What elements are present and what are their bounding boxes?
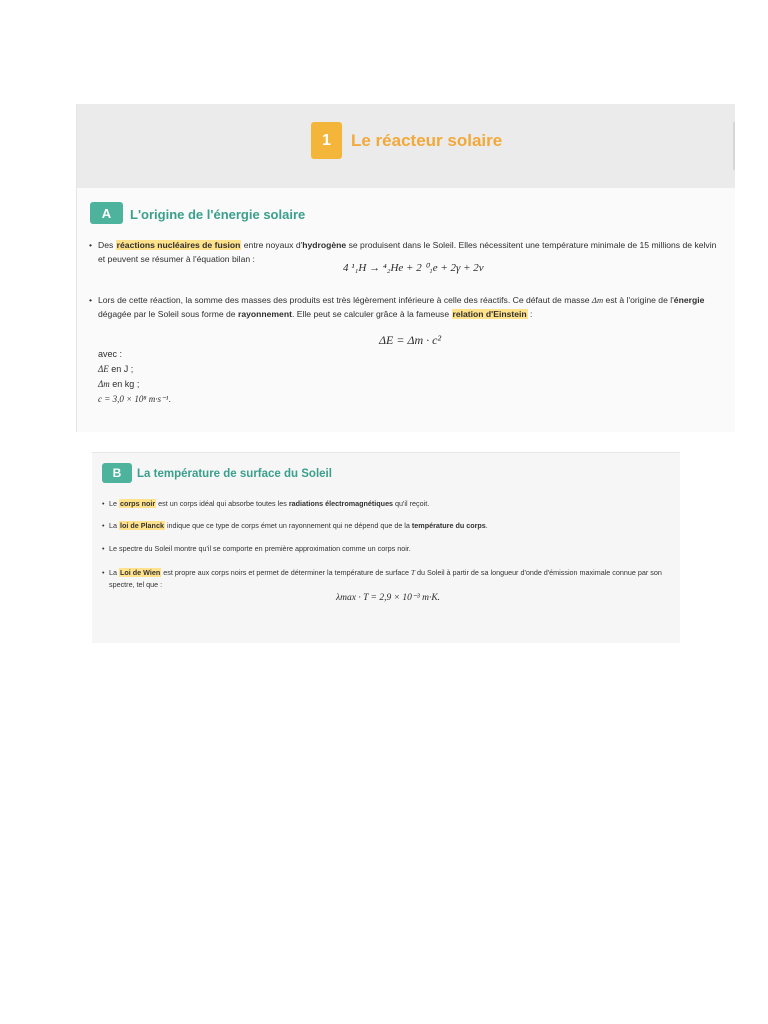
subsection-a-badge: A <box>90 202 123 224</box>
highlight-einstein: relation d'Einstein <box>452 309 527 319</box>
math-delta-e: ΔE <box>98 364 109 374</box>
text: du Soleil à partir de sa longueur d'onde d'émission maximale connue par son spectre, tel que : <box>109 568 662 589</box>
bold-radiations: radiations électromagnétiques <box>288 499 394 508</box>
bullet-dot: • <box>89 240 93 250</box>
bullet-dot: • <box>102 544 105 553</box>
highlight-corps-noir: corps noir <box>120 499 156 508</box>
header-edge-divider <box>733 122 735 170</box>
text: La <box>109 568 119 577</box>
unit-speed-of-light <box>98 392 171 407</box>
text: qu'il reçoit. <box>393 499 430 508</box>
subsection-b-badge: B <box>102 463 132 483</box>
text: . <box>485 521 488 530</box>
text: Le spectre du Soleil montre qu'il se comporte en première approximation comme un corps noir. <box>109 544 411 553</box>
text: indique que ce type de corps émet un rayonnement qui ne dépend que de la <box>164 521 412 530</box>
unit-energy <box>98 362 171 377</box>
equation-fusion: 4 ¹₁H → ⁴₂He + 2 ⁰₁e + 2γ + 2ν <box>343 262 484 274</box>
units-block <box>98 347 171 407</box>
text: en J ; <box>108 364 134 374</box>
text: : <box>527 309 533 319</box>
bold-energie: énergie <box>673 295 705 305</box>
bold-hydrogene: hydrogène <box>302 240 347 250</box>
subsection-b-title: La température de surface du Soleil <box>137 468 332 480</box>
bullet-wien <box>102 567 669 591</box>
math-delta-m: Δm <box>98 379 110 389</box>
text: Lors de cette réaction, la somme des masses des produits est très légèrement inférieure à celle des réactifs. Ce défaut de masse <box>98 295 592 305</box>
text: Le <box>109 499 119 508</box>
section-1-card <box>76 104 735 432</box>
subsection-a-title: L'origine de l'énergie solaire <box>130 207 306 222</box>
text: en kg ; <box>109 379 140 389</box>
text: est propre aux corps noirs et permet de déterminer la température de surface <box>161 568 411 577</box>
math-delta-m: Δm <box>591 295 604 305</box>
text: Des <box>98 240 116 250</box>
highlight-wien: Loi de Wien <box>120 568 161 577</box>
text: est à l'origine de l' <box>603 295 674 305</box>
section-1-header <box>77 104 735 188</box>
bullet-dot: • <box>102 568 105 577</box>
bullet-planck <box>102 520 669 532</box>
section-title: Le réacteur solaire <box>351 131 503 150</box>
text: . Elle peut se calculer grâce à la fameuse <box>291 309 452 319</box>
text: entre noyaux d' <box>241 240 303 250</box>
bullet-dot: • <box>89 295 93 305</box>
text: . <box>168 394 171 404</box>
subsection-b-card <box>92 452 680 643</box>
text: est un corps idéal qui absorbe toutes les <box>156 499 289 508</box>
section-number-badge: 1 <box>311 122 342 159</box>
bullet-corps-noir <box>102 498 669 510</box>
highlight-fusion: réactions nucléaires de fusion <box>116 240 241 250</box>
unit-mass <box>98 377 171 392</box>
bullet-dot: • <box>102 521 105 530</box>
bold-temperature: température du corps <box>411 521 486 530</box>
math-c-value: c = 3,0 × 10⁸ m·s⁻¹ <box>98 394 169 404</box>
math-t: T <box>410 569 415 577</box>
equation-wien: λmax · T = 2,9 × 10⁻³ m·K. <box>336 593 441 603</box>
bold-rayonnement: rayonnement <box>237 309 292 319</box>
bullet-dot: • <box>102 499 105 508</box>
bullet-mass-defect <box>89 293 724 321</box>
highlight-planck: loi de Planck <box>120 521 164 530</box>
text: La <box>109 521 119 530</box>
text: se produisent dans le Soleil. Elles nécessitent une température minimale de 15 millions de kelvin et peuvent se résumer à l'équation bilan : <box>98 240 717 264</box>
equation-einstein: ΔE = Δm · c² <box>379 333 442 347</box>
bullet-spectre <box>102 543 669 555</box>
avec-label: avec : <box>98 349 123 359</box>
text: dégagée par le Soleil sous forme de <box>98 309 238 319</box>
